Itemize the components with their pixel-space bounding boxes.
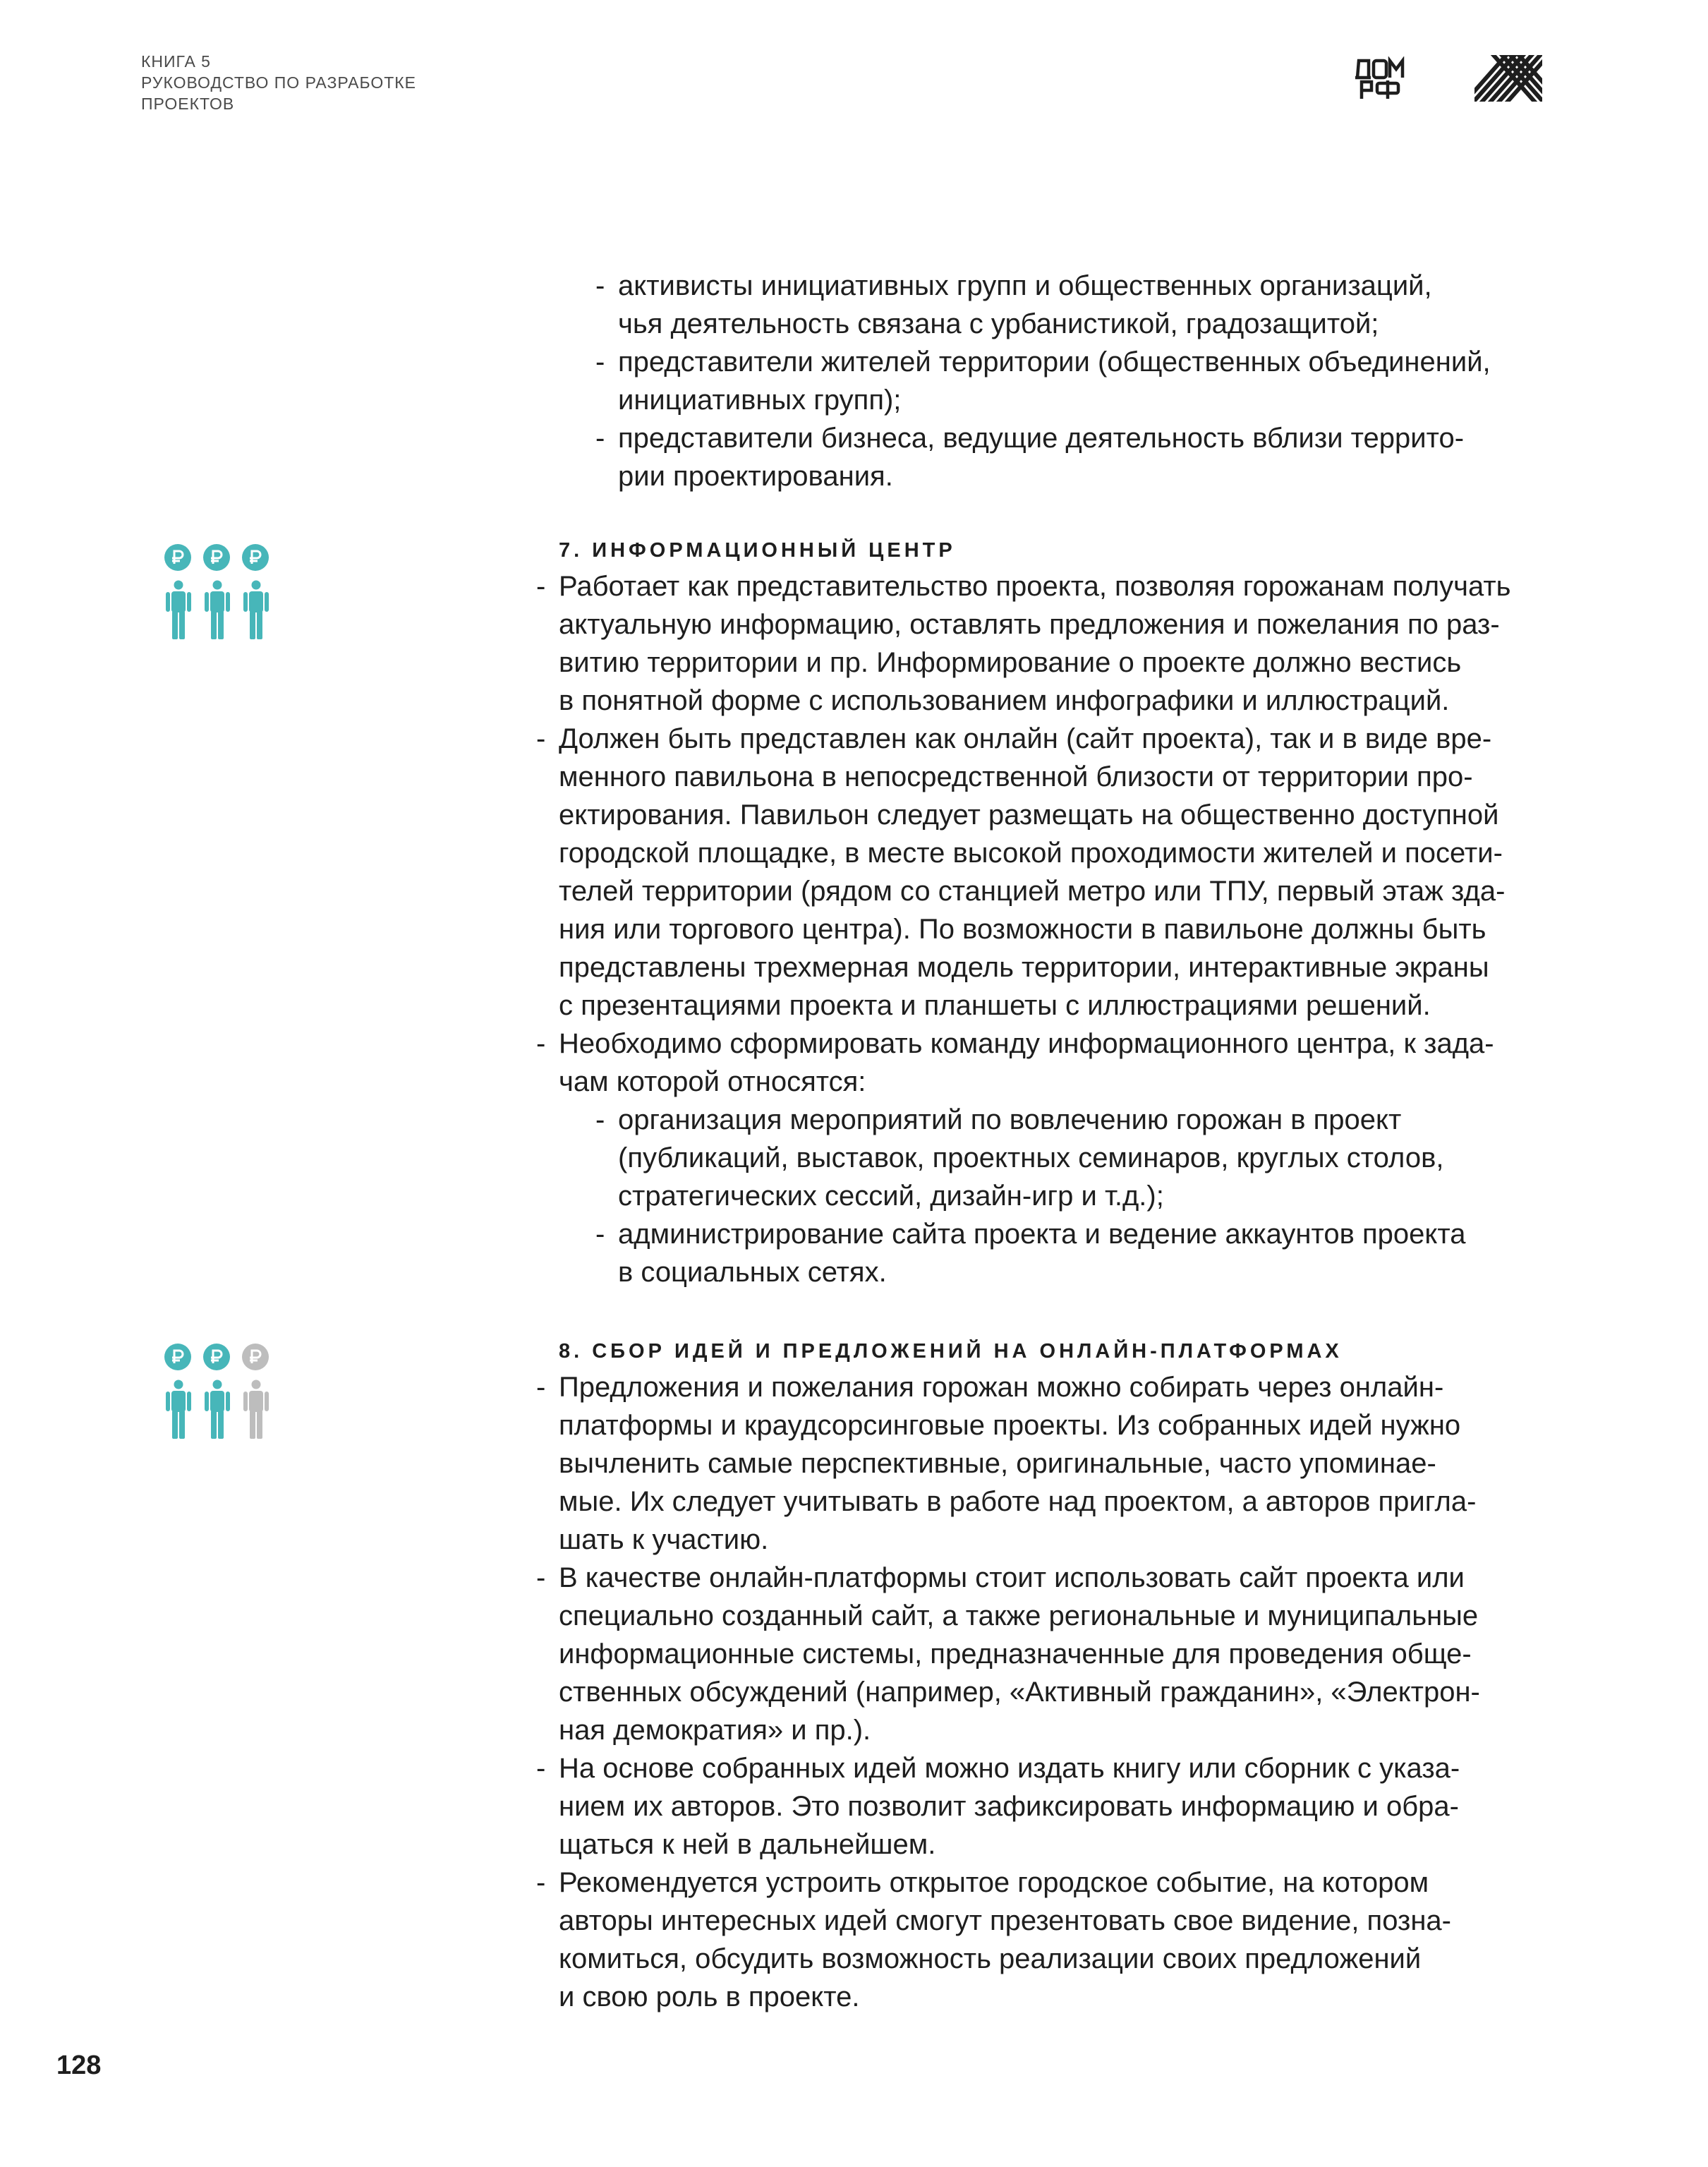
text-line: - На основе собранных идей можно издать книгу или сборник с указа- <box>559 1753 1460 1784</box>
text-line: инициативных групп); <box>618 385 902 416</box>
text-line: щаться к ней в дальнейшем. <box>559 1829 936 1860</box>
ruble-coin-icon <box>164 1343 192 1371</box>
text-line: комиться, обсудить возможность реализации своих предложений <box>559 1943 1422 1974</box>
list-item <box>536 567 1566 720</box>
text-line: в социальных сетях. <box>618 1257 887 1288</box>
text-line: стратегических сессий, дизайн-игр и т.д.); <box>618 1181 1164 1212</box>
text-line: мые. Их следует учитывать в работе над проектом, а авторов пригла- <box>559 1486 1477 1517</box>
text-line: чам которой относятся: <box>559 1066 866 1097</box>
text-line: ственных обсуждений (например, «Активный гражданин», «Электрон- <box>559 1677 1480 1708</box>
person-icon <box>241 580 271 641</box>
person-icon <box>202 1380 232 1440</box>
text-line: и свою роль в проекте. <box>559 1981 860 2012</box>
list-item <box>536 1864 1566 2016</box>
text-line: - представители жителей территории (общественных объединений, <box>618 346 1491 378</box>
text-line: актуальную информацию, оставлять предложения и пожелания по раз- <box>559 609 1500 640</box>
person-icon <box>241 1380 271 1440</box>
person-icon <box>164 580 193 641</box>
sub-list-item <box>595 1215 1566 1291</box>
list-item <box>536 720 1566 1025</box>
ruble-coin-icon <box>164 543 192 572</box>
text-line: чья деятельность связана с урбанистикой, градозащитой; <box>618 308 1379 339</box>
text-line: шать к участию. <box>559 1524 769 1555</box>
participation-rating-icons <box>164 543 277 642</box>
text-line: авторы интересных идей смогут презентовать свое видение, позна- <box>559 1905 1451 1936</box>
text-line: в понятной форме с использованием инфографики и иллюстраций. <box>559 685 1450 716</box>
list-item <box>595 343 1566 419</box>
section-heading: 8. СБОР ИДЕЙ И ПРЕДЛОЖЕНИЙ НА ОНЛАЙН-ПЛАТФОРМАХ <box>559 1340 1343 1363</box>
section-information-center <box>536 536 1566 1291</box>
dom-rf-logo <box>1355 56 1407 102</box>
list-item <box>595 419 1566 495</box>
text-line: телей территории (рядом со станцией метро или ТПУ, первый этаж зда- <box>559 876 1506 907</box>
text-line: - организация мероприятий по вовлечению горожан в проект <box>618 1104 1402 1135</box>
page-number: 128 <box>56 2051 102 2080</box>
text-line: - В качестве онлайн-платформы стоит использовать сайт проекта или <box>559 1562 1465 1593</box>
list-item <box>595 267 1566 343</box>
sub-list-item <box>595 1101 1566 1215</box>
ruble-coin-icon <box>202 1343 231 1371</box>
list-item <box>536 1025 1566 1101</box>
participant-slot <box>241 1343 271 1442</box>
text-line: (публикаций, выставок, проектных семинаров, круглых столов, <box>618 1142 1444 1173</box>
participant-slot <box>241 543 271 642</box>
hatch-logo <box>1474 55 1542 102</box>
text-line: с презентациями проекта и планшеты с иллюстрациями решений. <box>559 990 1431 1021</box>
ruble-coin-icon <box>241 1343 269 1371</box>
participation-rating-icons <box>164 1343 277 1442</box>
text-line: специально созданный сайт, а также региональные и муниципальные <box>559 1600 1479 1631</box>
text-line: - Должен быть представлен как онлайн (сайт проекта), так и в виде вре- <box>559 723 1492 754</box>
book-header-line: РУКОВОДСТВО ПО РАЗРАБОТКЕ <box>141 73 417 92</box>
text-line: вычленить самые перспективные, оригинальные, часто упоминае- <box>559 1448 1436 1479</box>
list-item <box>536 1559 1566 1749</box>
text-line: городской площадке, в месте высокой проходимости жителей и посети- <box>559 838 1503 869</box>
text-line: - администрирование сайта проекта и ведение аккаунтов проекта <box>618 1219 1466 1250</box>
text-line: рии проектирования. <box>618 461 893 492</box>
text-line: - активисты инициативных групп и общественных организаций, <box>618 270 1432 301</box>
list-item <box>536 1368 1566 1559</box>
text-line: представлены трехмерная модель территории, интерактивные экраны <box>559 952 1489 983</box>
book-header-line: КНИГА 5 <box>141 52 211 71</box>
text-line: ектирования. Павильон следует размещать на общественно доступной <box>559 799 1499 831</box>
section-online-ideas <box>536 1337 1566 2016</box>
text-line: ния или торгового центра). По возможности в павильоне должны быть <box>559 914 1486 945</box>
text-line: ная демократия» и пр.). <box>559 1715 871 1746</box>
list-item <box>536 1749 1566 1864</box>
text-line: менного павильона в непосредственной близости от территории про- <box>559 761 1473 792</box>
ruble-coin-icon <box>241 543 269 572</box>
ruble-coin-icon <box>202 543 231 572</box>
text-line: платформы и краудсорсинговые проекты. Из собранных идей нужно <box>559 1410 1461 1441</box>
text-line: - Работает как представительство проекта, позволяя горожанам получать <box>559 571 1511 602</box>
text-line: - представители бизнеса, ведущие деятельность вблизи террито- <box>618 423 1465 454</box>
book-header <box>141 51 416 114</box>
text-line: нием их авторов. Это позволит зафиксировать информацию и обра- <box>559 1791 1459 1822</box>
participant-slot <box>164 1343 193 1442</box>
person-icon <box>164 1380 193 1440</box>
book-header-line: ПРОЕКТОВ <box>141 95 235 113</box>
participant-slot <box>202 1343 232 1442</box>
text-line: - Рекомендуется устроить открытое городское событие, на котором <box>559 1867 1429 1898</box>
person-icon <box>202 580 232 641</box>
text-line: информационные системы, предназначенные для проведения обще- <box>559 1638 1472 1670</box>
participant-slot <box>202 543 232 642</box>
text-line: - Необходимо сформировать команду информационного центра, к зада- <box>559 1028 1494 1059</box>
text-line: - Предложения и пожелания горожан можно собирать через онлайн- <box>559 1372 1444 1403</box>
participant-slot <box>164 543 193 642</box>
section-heading: 7. ИНФОРМАЦИОННЫЙ ЦЕНТР <box>559 539 956 562</box>
text-line: витию территории и пр. Информирование о проекте должно вестись <box>559 647 1462 678</box>
intro-list <box>536 267 1566 495</box>
